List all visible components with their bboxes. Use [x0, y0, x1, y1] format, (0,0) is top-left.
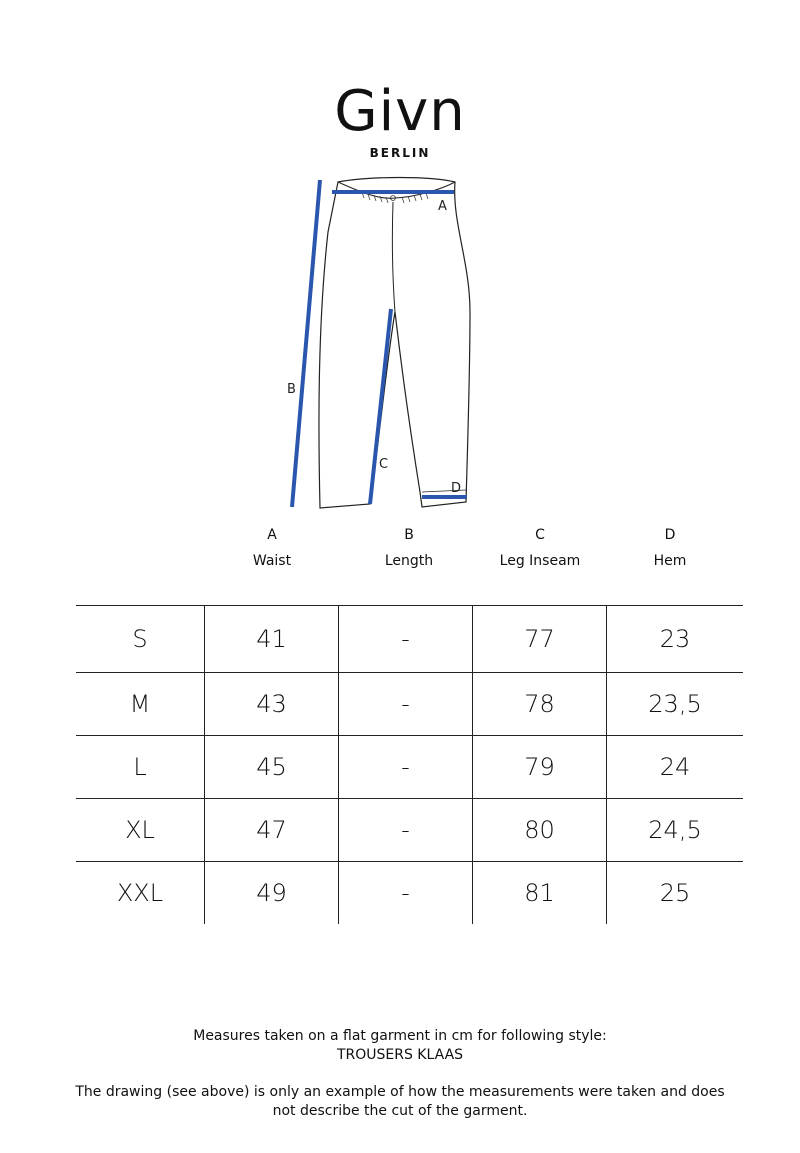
waist-cell: 41: [205, 606, 339, 673]
hem-cell: 23,5: [607, 673, 744, 736]
column-name: Length: [384, 553, 434, 569]
length-cell: -: [339, 673, 473, 736]
column-header-a: [202, 522, 342, 574]
column-letter: A: [267, 527, 277, 543]
note-disclaimer-line1: The drawing (see above) is only an example of how the measurements were taken and does: [75, 1084, 725, 1100]
fly-line: [392, 202, 395, 312]
column-header-c: [470, 522, 610, 574]
size-cell: S: [76, 606, 205, 673]
waist-cell: 49: [205, 862, 339, 925]
waist-cell: 45: [205, 736, 339, 799]
table-row: [76, 799, 743, 862]
length-cell: -: [339, 862, 473, 925]
column-header-b: [339, 522, 479, 574]
inseam-cell: 79: [473, 736, 607, 799]
size-cell: XL: [76, 799, 205, 862]
diagram-label-d: D: [451, 481, 462, 496]
length-cell: -: [339, 799, 473, 862]
brand-city: BERLIN: [369, 146, 431, 160]
length-cell: -: [339, 736, 473, 799]
note-disclaimer-line2: not describe the cut of the garment.: [272, 1103, 528, 1119]
column-name: Hem: [653, 553, 687, 569]
note-style-name: TROUSERS KLAAS: [336, 1047, 464, 1063]
diagram-label-c: C: [379, 457, 389, 472]
column-name: Waist: [252, 553, 292, 569]
column-letter: B: [404, 527, 414, 543]
note-measures: Measures taken on a flat garment in cm for following style:: [193, 1028, 607, 1044]
trousers-diagram: [270, 172, 530, 517]
column-name: Leg Inseam: [499, 553, 581, 569]
column-headers: [0, 522, 800, 572]
column-letter: C: [535, 527, 545, 543]
size-cell: M: [76, 673, 205, 736]
column-letter: D: [664, 527, 676, 543]
hem-cell: 25: [607, 862, 744, 925]
table-row: [76, 606, 743, 673]
size-cell: L: [76, 736, 205, 799]
waist-cell: 43: [205, 673, 339, 736]
length-cell: -: [339, 606, 473, 673]
size-cell: XXL: [76, 862, 205, 925]
measure-line-b: [292, 180, 320, 507]
measure-line-c: [370, 309, 391, 504]
trousers-outline: [319, 178, 470, 509]
brand-name: Givn: [334, 79, 466, 144]
size-table: [76, 605, 743, 924]
hem-cell: 23: [607, 606, 744, 673]
diagram-label-a: A: [438, 199, 447, 214]
hem-cell: 24,5: [607, 799, 744, 862]
inseam-cell: 77: [473, 606, 607, 673]
diagram-label-b: B: [287, 382, 296, 397]
inseam-cell: 81: [473, 862, 607, 925]
waist-cell: 47: [205, 799, 339, 862]
inseam-cell: 78: [473, 673, 607, 736]
table-row: [76, 862, 743, 925]
inseam-cell: 80: [473, 799, 607, 862]
table-row: [76, 673, 743, 736]
table-row: [76, 736, 743, 799]
column-header-d: [600, 522, 740, 574]
hem-cell: 24: [607, 736, 744, 799]
brand-logo: [0, 80, 800, 160]
